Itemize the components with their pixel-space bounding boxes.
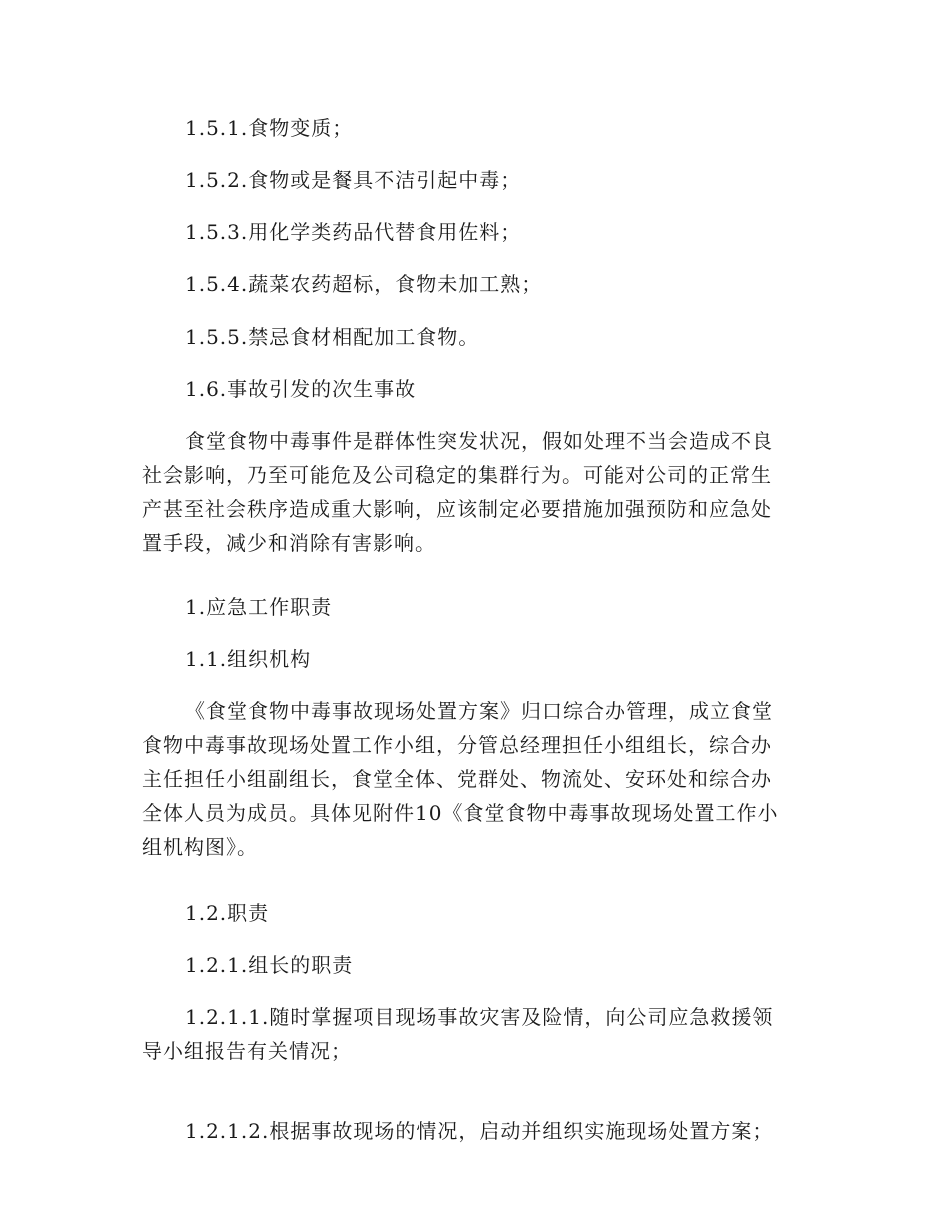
section-heading: 1.2.职责: [185, 901, 270, 925]
list-item: 1.2.1.2.根据事故现场的情况，启动并组织实施现场处置方案；: [185, 1119, 774, 1143]
paragraph-organization: [142, 694, 810, 864]
list-item: 1.5.4.蔬菜农药超标，食物未加工熟；: [185, 272, 543, 296]
paragraph-line: 食堂食物中毒事件是群体性突发状况，假如处理不当会造成不良: [185, 429, 773, 453]
list-item: 1.5.5.禁忌食材相配加工食物。: [185, 325, 480, 349]
paragraph-line: 导小组报告有关情况；: [142, 1039, 352, 1063]
section-heading: 1.应急工作职责: [185, 595, 333, 619]
paragraph-line: 食物中毒事故现场处置工作小组，分管总经理担任小组组长，综合办: [142, 733, 772, 757]
paragraph-line: 主任担任小组副组长，食堂全体、党群处、物流处、安环处和综合办: [142, 767, 772, 791]
section-heading: 1.2.1.组长的职责: [185, 953, 354, 977]
paragraph-line: 置手段，减少和消除有害影响。: [142, 531, 436, 555]
paragraph-secondary-incidents: [142, 424, 810, 560]
paragraph-line: 《食堂食物中毒事故现场处置方案》归口综合办管理，成立食堂: [185, 699, 773, 723]
section-heading: 1.6.事故引发的次生事故: [185, 377, 417, 401]
list-item: 1.5.2.食物或是餐具不洁引起中毒；: [185, 168, 522, 192]
list-item: 1.5.3.用化学类药品代替食用佐料；: [185, 220, 522, 244]
paragraph-line: 产甚至社会秩序造成重大影响，应该制定必要措施加强预防和应急处: [142, 497, 772, 521]
section-heading: 1.1.组织机构: [185, 647, 312, 671]
paragraph-leader-duty-1: [142, 1000, 810, 1068]
paragraph-line: 全体人员为成员。具体见附件10《食堂食物中毒事故现场处置工作小: [142, 801, 779, 825]
paragraph-line: 社会影响，乃至可能危及公司稳定的集群行为。可能对公司的正常生: [142, 463, 772, 487]
list-item: 1.5.1.食物变质；: [185, 116, 354, 140]
paragraph-line: 组机构图》。: [142, 835, 258, 859]
paragraph-line: 1.2.1.1.随时掌握项目现场事故灾害及险情，向公司应急救援领: [185, 1005, 774, 1029]
